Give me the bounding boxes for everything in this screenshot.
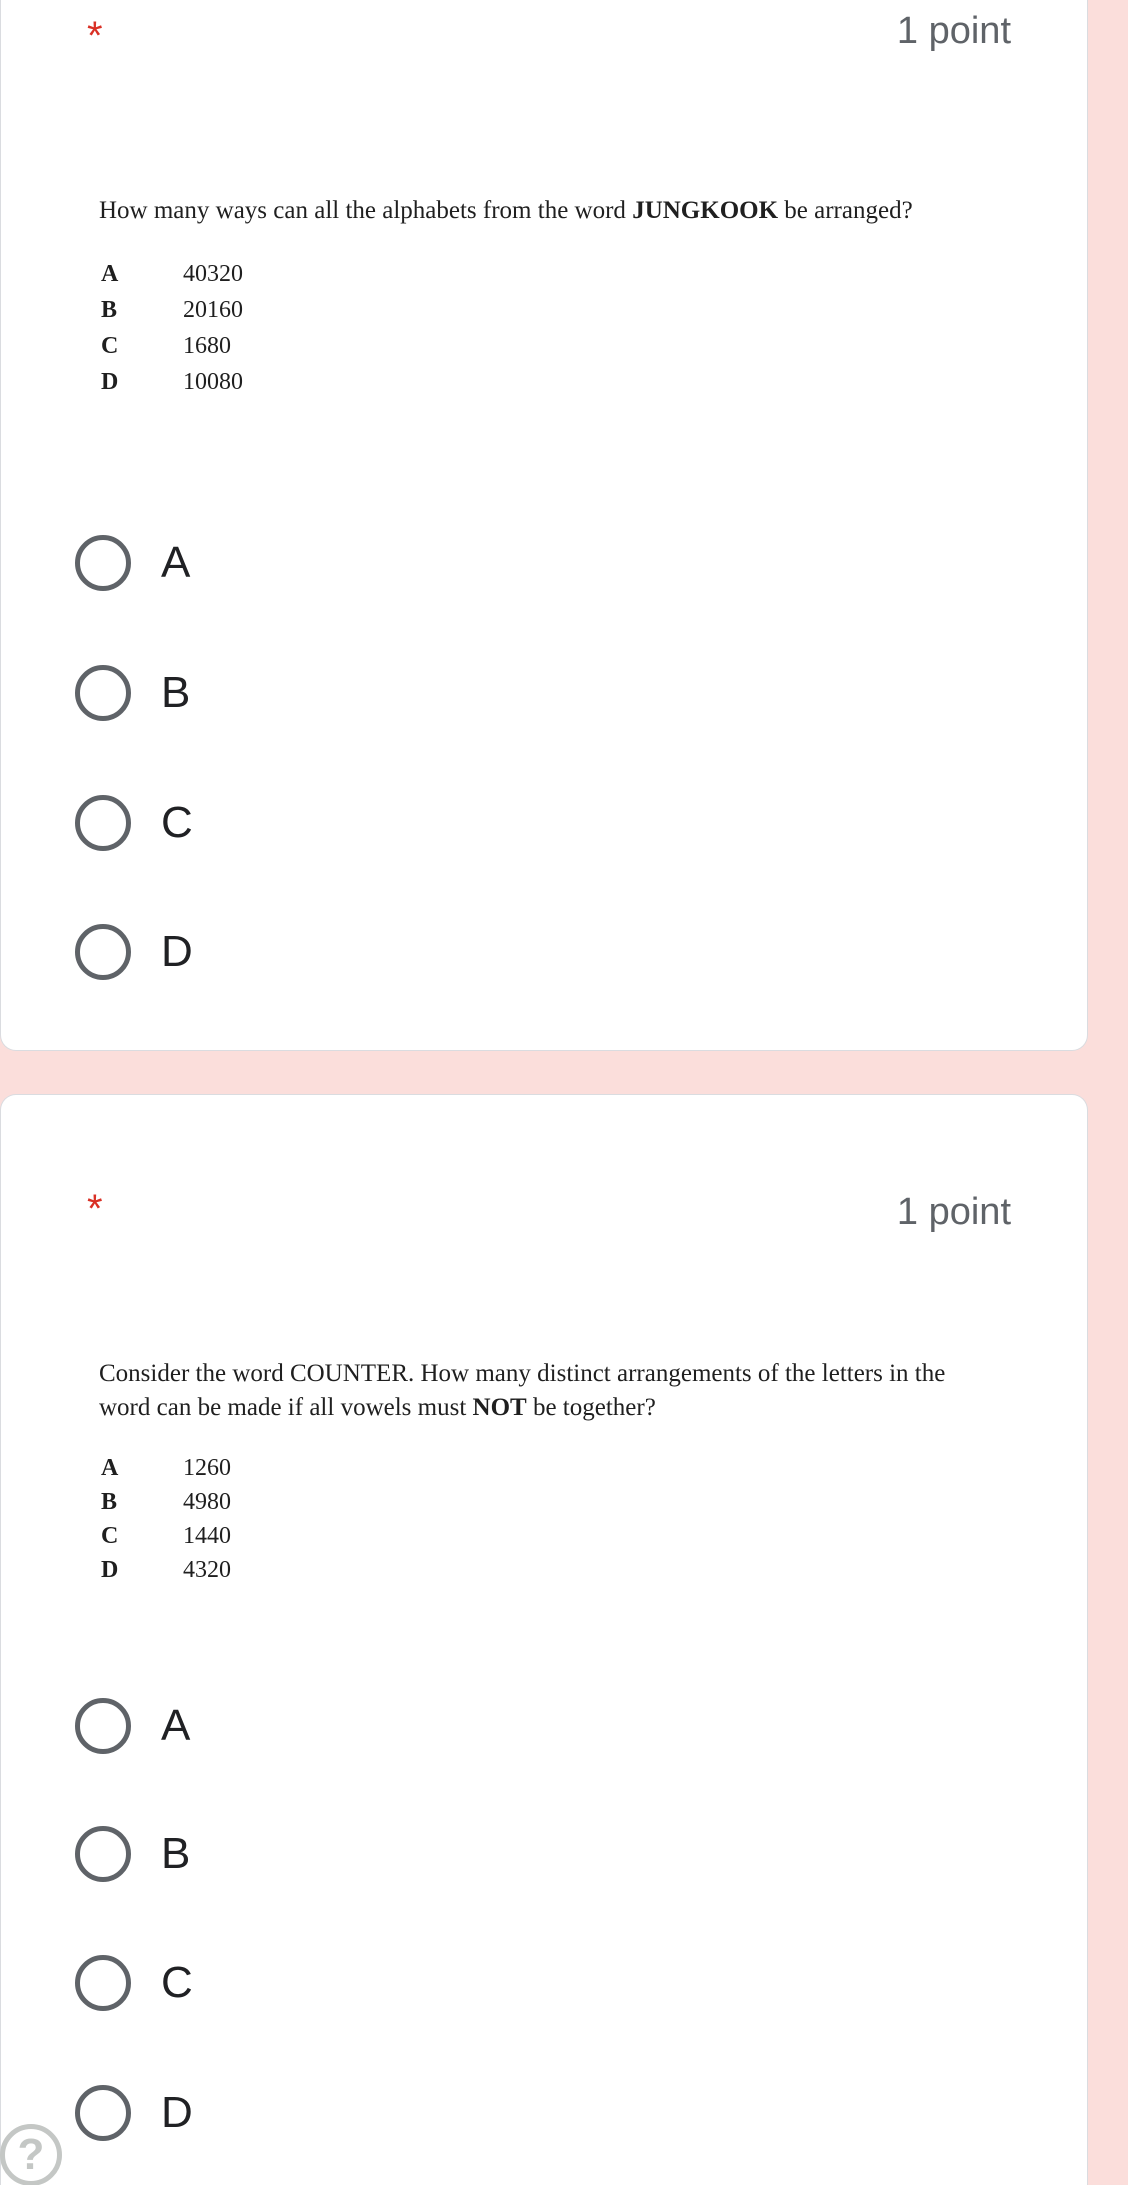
choice-value: 4980 bbox=[183, 1489, 231, 1515]
choices-table bbox=[99, 1451, 231, 1587]
radio-option-a[interactable] bbox=[75, 1691, 190, 1761]
radio-option-a[interactable] bbox=[75, 528, 190, 598]
option-label[interactable]: C bbox=[161, 1958, 193, 2007]
choice-row bbox=[99, 364, 243, 400]
choice-row bbox=[99, 256, 243, 292]
question-content bbox=[99, 194, 999, 400]
choice-letter: B bbox=[101, 297, 118, 323]
radio-button[interactable] bbox=[75, 1826, 131, 1882]
help-icon[interactable]: ? bbox=[0, 2124, 62, 2185]
radio-button[interactable] bbox=[75, 665, 131, 721]
option-label[interactable]: A bbox=[161, 1701, 191, 1750]
choice-value: 4320 bbox=[183, 1557, 231, 1583]
choice-value: 1440 bbox=[183, 1523, 231, 1549]
radio-option-b[interactable] bbox=[75, 658, 190, 728]
choice-letter: A bbox=[101, 261, 119, 287]
option-label[interactable]: D bbox=[161, 2088, 193, 2137]
points-label: 1 point bbox=[896, 10, 1011, 52]
question-text: Consider the word COUNTER. How many distinct arrangements of the letters in the word can be made if all vowels must NOT be together? bbox=[99, 1360, 946, 1421]
choice-letter: D bbox=[101, 1557, 119, 1583]
option-label[interactable]: B bbox=[161, 668, 191, 717]
choice-row bbox=[99, 328, 243, 364]
radio-button[interactable] bbox=[75, 1698, 131, 1754]
choice-value: 1680 bbox=[183, 333, 231, 359]
choice-value: 20160 bbox=[183, 297, 243, 323]
option-label[interactable]: B bbox=[161, 1829, 191, 1878]
choices-table bbox=[99, 256, 243, 400]
choice-row bbox=[99, 1451, 231, 1485]
radio-button[interactable] bbox=[75, 535, 131, 591]
choice-value: 10080 bbox=[183, 369, 243, 395]
radio-button[interactable] bbox=[75, 795, 131, 851]
page-background-strip bbox=[1088, 0, 1128, 2185]
question-card-2 bbox=[0, 1094, 1088, 2185]
radio-option-d[interactable] bbox=[75, 2078, 193, 2148]
option-label[interactable]: D bbox=[161, 927, 193, 976]
required-asterisk: * bbox=[87, 14, 103, 58]
radio-option-c[interactable] bbox=[75, 1948, 193, 2018]
choice-value: 40320 bbox=[183, 261, 243, 287]
choice-row bbox=[99, 1485, 231, 1519]
choice-row bbox=[99, 1553, 231, 1587]
option-label[interactable]: A bbox=[161, 538, 191, 587]
choice-letter: C bbox=[101, 333, 119, 359]
radio-option-b[interactable] bbox=[75, 1819, 190, 1889]
radio-option-d[interactable] bbox=[75, 917, 193, 987]
required-asterisk: * bbox=[87, 1187, 103, 1231]
option-label[interactable]: C bbox=[161, 798, 193, 847]
radio-button[interactable] bbox=[75, 1955, 131, 2011]
choice-letter: D bbox=[101, 369, 119, 395]
choice-row bbox=[99, 1519, 231, 1553]
question-card-1 bbox=[0, 0, 1088, 1051]
choice-letter: C bbox=[101, 1523, 119, 1549]
choice-letter: B bbox=[101, 1489, 118, 1515]
points-label: 1 point bbox=[896, 1191, 1011, 1233]
radio-option-c[interactable] bbox=[75, 788, 193, 858]
question-text: How many ways can all the alphabets from the word JUNGKOOK be arranged? bbox=[99, 197, 913, 224]
choice-row bbox=[99, 292, 243, 328]
radio-button[interactable] bbox=[75, 924, 131, 980]
question-content bbox=[99, 1357, 999, 1587]
radio-button[interactable] bbox=[75, 2085, 131, 2141]
choice-value: 1260 bbox=[183, 1455, 231, 1481]
choice-letter: A bbox=[101, 1455, 119, 1481]
